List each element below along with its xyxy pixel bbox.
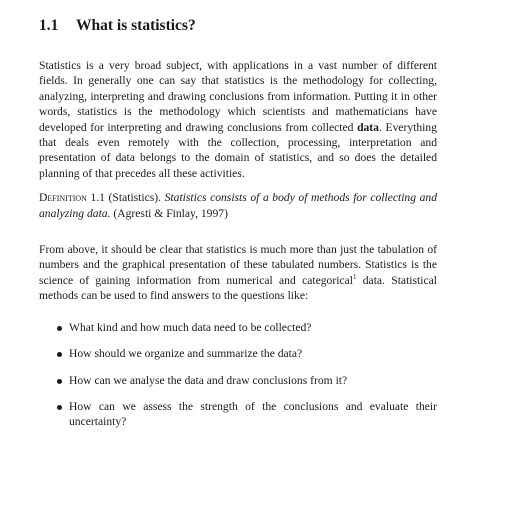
question-text: How should we organize and summarize the data? — [69, 347, 303, 361]
bullet-icon — [57, 352, 62, 357]
section-title: What is statistics? — [76, 17, 196, 34]
footnote-marker[interactable]: 1 — [352, 273, 357, 282]
second-paragraph — [39, 242, 437, 304]
intro-text-part1: Statistics is a very broad subject, with applications in a vast number of different fields. In generally one can say that statistics is the methodology for collecting, analyzing, interpreting and drawing conclusions from information. Putting it in other words, statistics is the methodology which scientists and mathematicians have developed for interpreting and drawing conclusions from collected — [39, 59, 437, 134]
intro-text-part2: . Everything that deals even remotely with the collection, processing, interpretation and presentation of data belongs to the domain of statistics, and so does the detailed planning of that precedes all these activities. — [39, 120, 438, 180]
bullet-icon — [57, 405, 62, 410]
definition-label: (Statistics). — [104, 191, 165, 205]
section-number: 1.1 — [39, 17, 59, 34]
question-list — [39, 320, 437, 430]
list-item — [39, 373, 437, 388]
definition-head: Definition 1.1 — [39, 191, 105, 205]
bullet-icon — [57, 326, 62, 331]
question-text: How can we analyse the data and draw conclusions from it? — [69, 373, 348, 387]
second-text-part2: data. Statistical methods can be used to find answers to the questions like: — [39, 273, 437, 303]
definition-citation: (Agresti & Finlay, 1997) — [110, 206, 228, 220]
list-item — [39, 346, 437, 361]
definition-block — [39, 190, 437, 221]
list-item — [39, 399, 437, 430]
definition-body: Statistics consists of a body of methods for collecting and analyzing data. — [39, 191, 437, 220]
question-text: What kind and how much data need to be collected? — [69, 320, 312, 334]
question-text: How can we assess the strength of the conclusions and evaluate their uncertainty? — [69, 399, 437, 429]
list-item — [39, 320, 437, 335]
section-heading — [39, 14, 437, 38]
intro-paragraph — [39, 58, 437, 181]
second-text-part1: From above, it should be clear that statistics is much more than just the tabulation of numbers and the graphical presentation of these tabulated numbers. Statistics is the science of gaining information from numerical and categorical — [39, 243, 437, 287]
intro-bold-word: data — [357, 120, 379, 134]
page-content — [39, 14, 437, 441]
bullet-icon — [57, 379, 62, 384]
